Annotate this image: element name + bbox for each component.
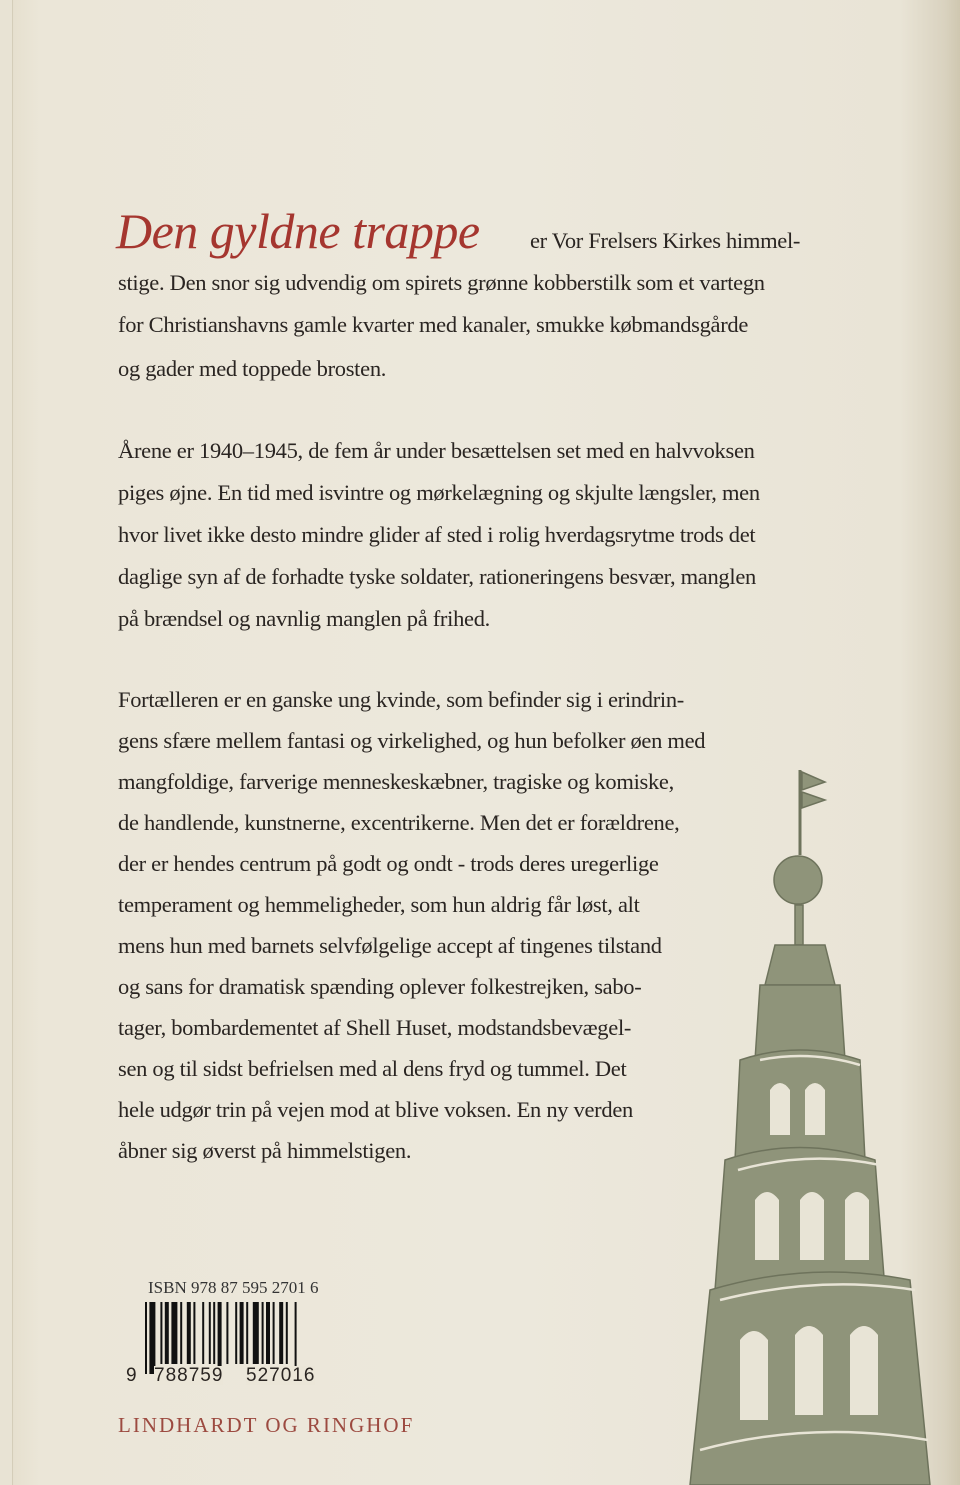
barcode-bar (218, 1302, 222, 1374)
barcode-bar (262, 1302, 264, 1364)
text-line: hele udgør trin på vejen mod at blive voksen. En ny verden (118, 1097, 633, 1122)
text-line: og gader med toppede brosten. (118, 356, 387, 381)
barcode-bar (226, 1302, 228, 1364)
barcode-bar (266, 1302, 270, 1364)
text-line: gens sfære mellem fantasi og virkelighed, og hun befolker øen med (118, 728, 706, 753)
text-line: de handlende, kunstnerne, excentrikerne. Men det er forældrene, (118, 810, 680, 835)
barcode-bar (165, 1302, 169, 1364)
text-line: Årene er 1940–1945, de fem år under besættelsen set med en halvvoksen (118, 438, 755, 463)
text-line: piges øjne. En tid med isvintre og mørkelægning og skjulte længsler, men (118, 480, 760, 505)
text-line: mangfoldige, farverige menneskeskæbner, tragiske og komiske, (118, 769, 674, 794)
text-line: daglige syn af de forhadte tyske soldater, rationeringens besvær, manglen (118, 564, 756, 589)
barcode-digit-first: 9 (126, 1365, 137, 1386)
barcode-bar (286, 1302, 288, 1364)
barcode-bar (187, 1302, 191, 1364)
barcode-bar (235, 1302, 237, 1364)
barcode-bar (279, 1302, 283, 1364)
text-line: på brændsel og navnlig manglen på frihed. (118, 606, 490, 631)
text-line: der er hendes centrum på godt og ondt - trods deres uregerlige (118, 851, 659, 876)
text-line: for Christianshavns gamle kvarter med kanaler, smukke købmandsgårde (118, 312, 749, 337)
book-title: Den gyldne trappe (116, 203, 480, 259)
text-line: og sans for dramatisk spænding oplever folkestrejken, sabo- (118, 974, 642, 999)
barcode-bar (295, 1302, 297, 1374)
barcode-bar (240, 1302, 244, 1364)
title-continuation: er Vor Frelsers Kirkes himmel- (530, 228, 801, 253)
text-line: stige. Den snor sig udvendig om spirets grønne kobberstilk som et vartegn (118, 270, 765, 295)
text-line: temperament og hemmeligheder, som hun aldrig får løst, alt (118, 892, 640, 917)
barcode-bar (202, 1302, 204, 1364)
barcode-bar (209, 1302, 211, 1364)
barcode (145, 1302, 340, 1374)
barcode-bar (273, 1302, 275, 1364)
barcode-bar (180, 1302, 182, 1364)
text-line: hvor livet ikke desto mindre glider af sted i rolig hverdagsrytme trods det (118, 522, 756, 547)
barcode-bar (171, 1302, 177, 1364)
barcode-bar (253, 1302, 259, 1364)
text-line: åbner sig øverst på himmelstigen. (118, 1138, 412, 1163)
text-line: tager, bombardementet af Shell Huset, modstandsbevægel- (118, 1015, 632, 1040)
text-line: Fortælleren er en ganske ung kvinde, som befinder sig i erindrin- (118, 687, 684, 712)
barcode-bar (246, 1302, 248, 1364)
barcode-bar (213, 1302, 215, 1364)
barcode-bar (149, 1302, 155, 1374)
text-line: mens hun med barnets selvfølgelige accept af tingenes tilstand (118, 933, 662, 958)
barcode-bar (145, 1302, 147, 1374)
barcode-bar (160, 1302, 162, 1364)
barcode-bar (193, 1302, 195, 1364)
barcode-digits-right: 527016 (246, 1365, 316, 1386)
isbn-number: ISBN 978 87 595 2701 6 (148, 1278, 319, 1297)
book-spine-edge (0, 0, 13, 1485)
text-line: sen og til sidst befrielsen med al dens fryd og tummel. Det (118, 1056, 627, 1081)
church-spire-illustration (680, 760, 960, 1485)
publisher-name: LINDHARDT OG RINGHOF (118, 1413, 415, 1437)
barcode-digits-left: 788759 (154, 1365, 224, 1386)
